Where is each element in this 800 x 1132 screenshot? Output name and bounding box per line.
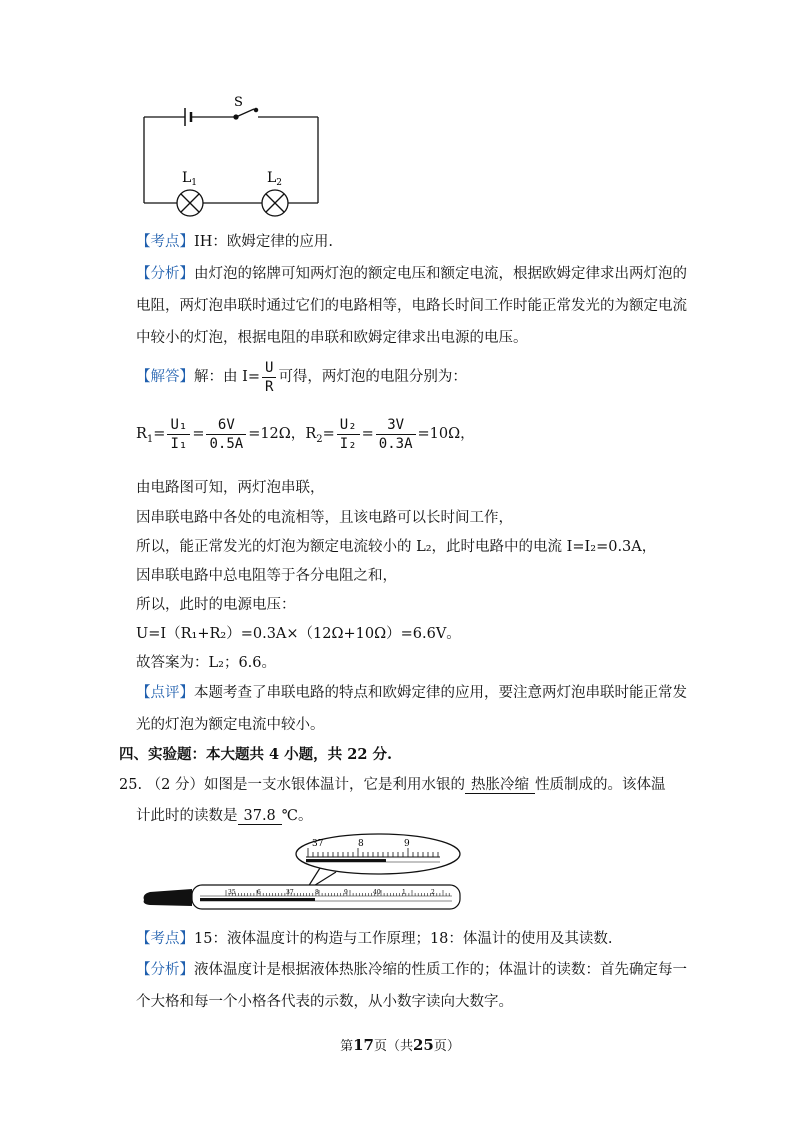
- jieda-line-4: 因串联电路中总电阻等于各分电阻之和，: [136, 568, 397, 584]
- thermometer-figure: [140, 832, 465, 912]
- fenxi-1-line-3: 中较小的灯泡，根据电阻的串联和欧姆定律求出电源的电压。: [136, 330, 528, 346]
- body-scale-label: 1: [402, 889, 406, 896]
- fenxi-2-line-2: 个大格和每一个小格各代表的示数，从小数字读向大数字。: [136, 994, 513, 1010]
- q25-blank-2: 37.8: [238, 808, 282, 825]
- jieda-line-2: 因串联电路中各处的电流相等，且该电路可以长时间工作，: [136, 510, 513, 526]
- fenxi-1-line-2: 电阻，两灯泡串联时通过它们的电路相等，电路长时间工作时能正常发光的为额定电流: [136, 298, 687, 314]
- page-footer: 第17页（共25页）: [340, 1036, 460, 1054]
- zoom-scale-label: 9: [404, 839, 410, 849]
- body-scale-label: 9: [344, 889, 348, 896]
- lamp1-label: $L_1$: [182, 170, 198, 188]
- fenxi-1-tag: 【分析】: [136, 266, 194, 282]
- body-scale-label: 6: [257, 889, 261, 896]
- dianping-tag: 【点评】: [136, 685, 194, 701]
- jieda-intro: 【解答】解：由 I= $\frac{U}{R}$ 可得，两灯泡的电阻分别为：: [136, 359, 467, 395]
- kaodian-2: [136, 929, 613, 949]
- ohm-fraction: $\frac{U}{R}$: [262, 359, 276, 396]
- circuit-diagram: [130, 92, 330, 217]
- body-scale-label: 37: [286, 889, 294, 896]
- body-scale-label: 2: [431, 889, 435, 896]
- dianping-line-1: 【点评】本题考查了串联电路的特点和欧姆定律的应用，要注意两灯泡串联时能正常发: [136, 685, 687, 701]
- kaodian-2-tag: 【考点】: [136, 931, 194, 947]
- current-page: 17: [353, 1036, 374, 1054]
- fenxi-1-line-1: 【分析】由灯泡的铭牌可知两灯泡的额定电压和额定电流，根据欧姆定律求出两灯泡的: [136, 266, 687, 282]
- q25-line-1: 25. （2 分）如图是一支水银体温计，它是利用水银的 热胀冷缩 性质制成的。该体温: [119, 777, 666, 793]
- body-scale-label: 40: [373, 889, 381, 896]
- resistance-formulas: [136, 412, 475, 462]
- fenxi-2-tag: 【分析】: [136, 962, 194, 978]
- q25-line-2: 计此时的读数是 37.8 ℃。: [136, 808, 313, 824]
- lamp2-label: $L_2$: [267, 170, 283, 188]
- zoom-scale-label: 8: [358, 839, 364, 849]
- body-scale-label: 8: [315, 889, 319, 896]
- q25-number: 25.: [119, 777, 143, 793]
- dianping-line-2: 光的灯泡为额定电流中较小。: [136, 717, 325, 733]
- switch-label: S: [234, 95, 243, 110]
- fenxi-2-line-1: 【分析】液体温度计是根据液体热胀冷缩的性质工作的；体温计的读数：首先确定每一: [136, 962, 687, 978]
- section-title: 四、实验题：本大题共 4 小题，共 22 分.: [119, 746, 393, 763]
- jieda-line-3: 所以，能正常发光的灯泡为额定电流较小的 L₂，此时电路中的电流 I=I₂=0.3A，: [136, 539, 657, 555]
- kaodian-1-tag: 【考点】: [136, 234, 194, 250]
- zoom-scale-label: 37: [312, 839, 324, 849]
- r1-formula: $R_1=$ $\frac{\text{U₁}}{\text{I₁}}$ = $\frac{6V}{0.5A}$ =12Ω，: [136, 416, 306, 452]
- kaodian-1: [136, 232, 333, 252]
- jieda-tag: 【解答】: [136, 369, 194, 385]
- total-pages: 25: [413, 1036, 434, 1054]
- jieda-line-5: 所以，此时的电源电压：: [136, 597, 296, 613]
- q25-blank-1: 热胀冷缩: [465, 777, 535, 794]
- kaodian-2-text: 15：液体温度计的构造与工作原理；18：体温计的使用及其读数.: [194, 931, 613, 947]
- kaodian-1-text: IH：欧姆定律的应用.: [194, 234, 333, 250]
- r2-formula: $R_2=$ $\frac{\text{U₂}}{\text{I₂}}$ = $\frac{3V}{0.3A}$ =10Ω，: [305, 416, 475, 452]
- body-scale-label: 35: [228, 889, 236, 896]
- jieda-line-6: U=I（R₁+R₂）=0.3A×（12Ω+10Ω）=6.6V。: [136, 626, 461, 642]
- jieda-line-1: 由电路图可知，两灯泡串联，: [136, 480, 325, 496]
- jieda-line-7: 故答案为：L₂；6.6。: [136, 655, 277, 671]
